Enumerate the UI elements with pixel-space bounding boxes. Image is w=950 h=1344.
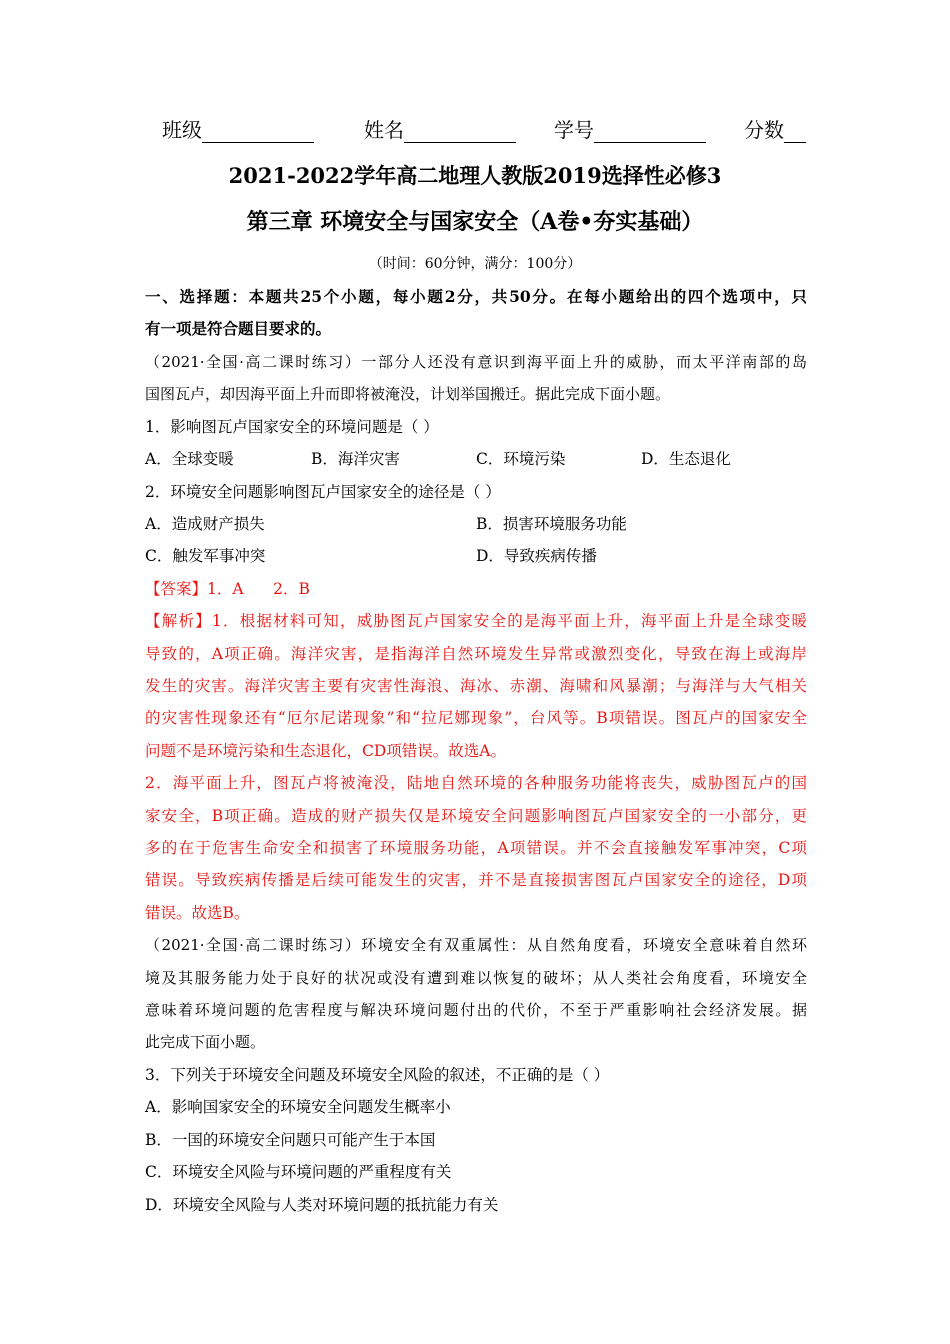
question3-stem: 3．下列关于环境安全问题及环境安全风险的叙述，不正确的是（ ） <box>145 1066 610 1084</box>
q3-option-b[interactable]: B．一国的环境安全问题只可能产生于本国 <box>145 1131 436 1149</box>
document-title-line2: 第三章 环境安全与国家安全（A卷•夯实基础） <box>246 209 704 235</box>
q1-option-d[interactable]: D．生态退化 <box>641 450 731 468</box>
name-field[interactable] <box>364 114 516 143</box>
answer-tag: 【答案】 <box>145 580 208 598</box>
analysis2-line1: 2．海平面上升，图瓦卢将被淹没，陆地自然环境的各种服务功能将丧失，威胁图瓦卢的国 <box>145 774 807 792</box>
q3-option-d[interactable]: D．环境安全风险与人类对环境问题的抵抗能力有关 <box>145 1196 499 1214</box>
q2-option-c[interactable]: C．触发军事冲突 <box>145 547 266 565</box>
analysis2-line2: 家安全，B项正确。造成的财产损失仅是环境安全问题影响图瓦卢国家安全的一小部分，更 <box>145 807 807 825</box>
q3-option-a[interactable]: A．影响国家安全的环境安全问题发生概率小 <box>145 1098 451 1116</box>
id-label: 学号 <box>554 118 594 142</box>
analysis2-line4: 错误。导致疾病传播是后续可能发生的灾害，并不是直接损害图瓦卢国家安全的途径，D项 <box>145 871 807 889</box>
analysis2-line5: 错误。故选B。 <box>145 904 250 922</box>
class-blank[interactable] <box>202 120 314 143</box>
passage2-line1: （2021·全国·高二课时练习）环境安全有双重属性：从自然角度看，环境安全意味着自然环 <box>145 936 807 954</box>
answer-text: 1．A 2．B <box>207 580 310 598</box>
passage2-line2: 境及其服务能力处于良好的状况或没有遭到难以恢复的破坏；从人类社会角度看，环境安全 <box>145 969 807 987</box>
q2-option-a[interactable]: A．造成财产损失 <box>145 515 265 533</box>
q1-option-a[interactable]: A．全球变暖 <box>145 450 234 468</box>
name-label: 姓名 <box>364 118 404 142</box>
analysis-tag: 【解析】 <box>145 612 212 630</box>
student-info-line <box>162 114 812 146</box>
analysis1-line1-text: 1．根据材料可知，威胁图瓦卢国家安全的是海平面上升，海平面上升是全球变暖 <box>211 612 807 630</box>
id-field[interactable] <box>554 114 706 143</box>
class-label: 班级 <box>162 118 202 142</box>
analysis1-line2: 导致的，A项正确。海洋灾害，是指海洋自然环境发生异常或激烈变化，导致在海上或海岸 <box>145 645 807 663</box>
exam-time-info: （时间：60分钟，满分：100分） <box>368 256 582 272</box>
passage1-line1: （2021·全国·高二课时练习）一部分人还没有意识到海平面上升的威胁，而太平洋南部的岛 <box>145 353 807 371</box>
answer-line <box>145 578 310 600</box>
analysis1-line3: 发生的灾害。海洋灾害主要有灾害性海浪、海冰、赤潮、海啸和风暴潮；与海洋与大气相关 <box>145 677 807 695</box>
q2-option-d[interactable]: D．导致疾病传播 <box>476 547 597 565</box>
q2-option-b[interactable]: B．损害环境服务功能 <box>476 515 627 533</box>
q1-option-b[interactable]: B．海洋灾害 <box>311 450 400 468</box>
q3-option-c[interactable]: C．环境安全风险与环境问题的严重程度有关 <box>145 1163 452 1181</box>
score-label: 分数 <box>744 118 784 142</box>
score-field[interactable] <box>744 114 806 143</box>
analysis1-line4: 的灾害性现象还有“厄尔尼诺现象”和“拉尼娜现象”，台风等。B项错误。图瓦卢的国家安全 <box>145 709 807 727</box>
analysis2-line3: 多的在于危害生命安全和损害了环境服务功能，A项错误。并不会直接触发军事冲突，C项 <box>145 839 807 857</box>
document-title-line1: 2021-2022学年高二地理人教版2019选择性必修3 <box>228 163 722 188</box>
id-blank[interactable] <box>594 120 706 143</box>
question2-stem: 2．环境安全问题影响图瓦卢国家安全的途径是（ ） <box>145 483 501 501</box>
q1-option-c[interactable]: C．环境污染 <box>476 450 566 468</box>
class-field[interactable] <box>162 114 314 143</box>
section-heading-line1: 一、选择题：本题共25个小题，每小题2分，共50分。在每小题给出的四个选项中，只 <box>145 287 807 306</box>
analysis1-line5: 问题不是环境污染和生态退化，CD项错误。故选A。 <box>145 742 506 760</box>
passage1-line2: 国图瓦卢，却因海平面上升而即将被淹没，计划举国搬迁。据此完成下面小题。 <box>145 385 671 403</box>
name-blank[interactable] <box>404 120 516 143</box>
passage2-line3: 意味着环境问题的危害程度与解决环境问题付出的代价，不至于严重影响社会经济发展。据 <box>145 1001 807 1019</box>
section-heading-line2: 有一项是符合题目要求的。 <box>145 319 332 338</box>
passage2-line4: 此完成下面小题。 <box>145 1033 266 1051</box>
analysis1-line1 <box>145 610 807 632</box>
question1-stem: 1．影响图瓦卢国家安全的环境问题是（ ） <box>145 418 439 436</box>
score-blank[interactable] <box>784 120 806 143</box>
